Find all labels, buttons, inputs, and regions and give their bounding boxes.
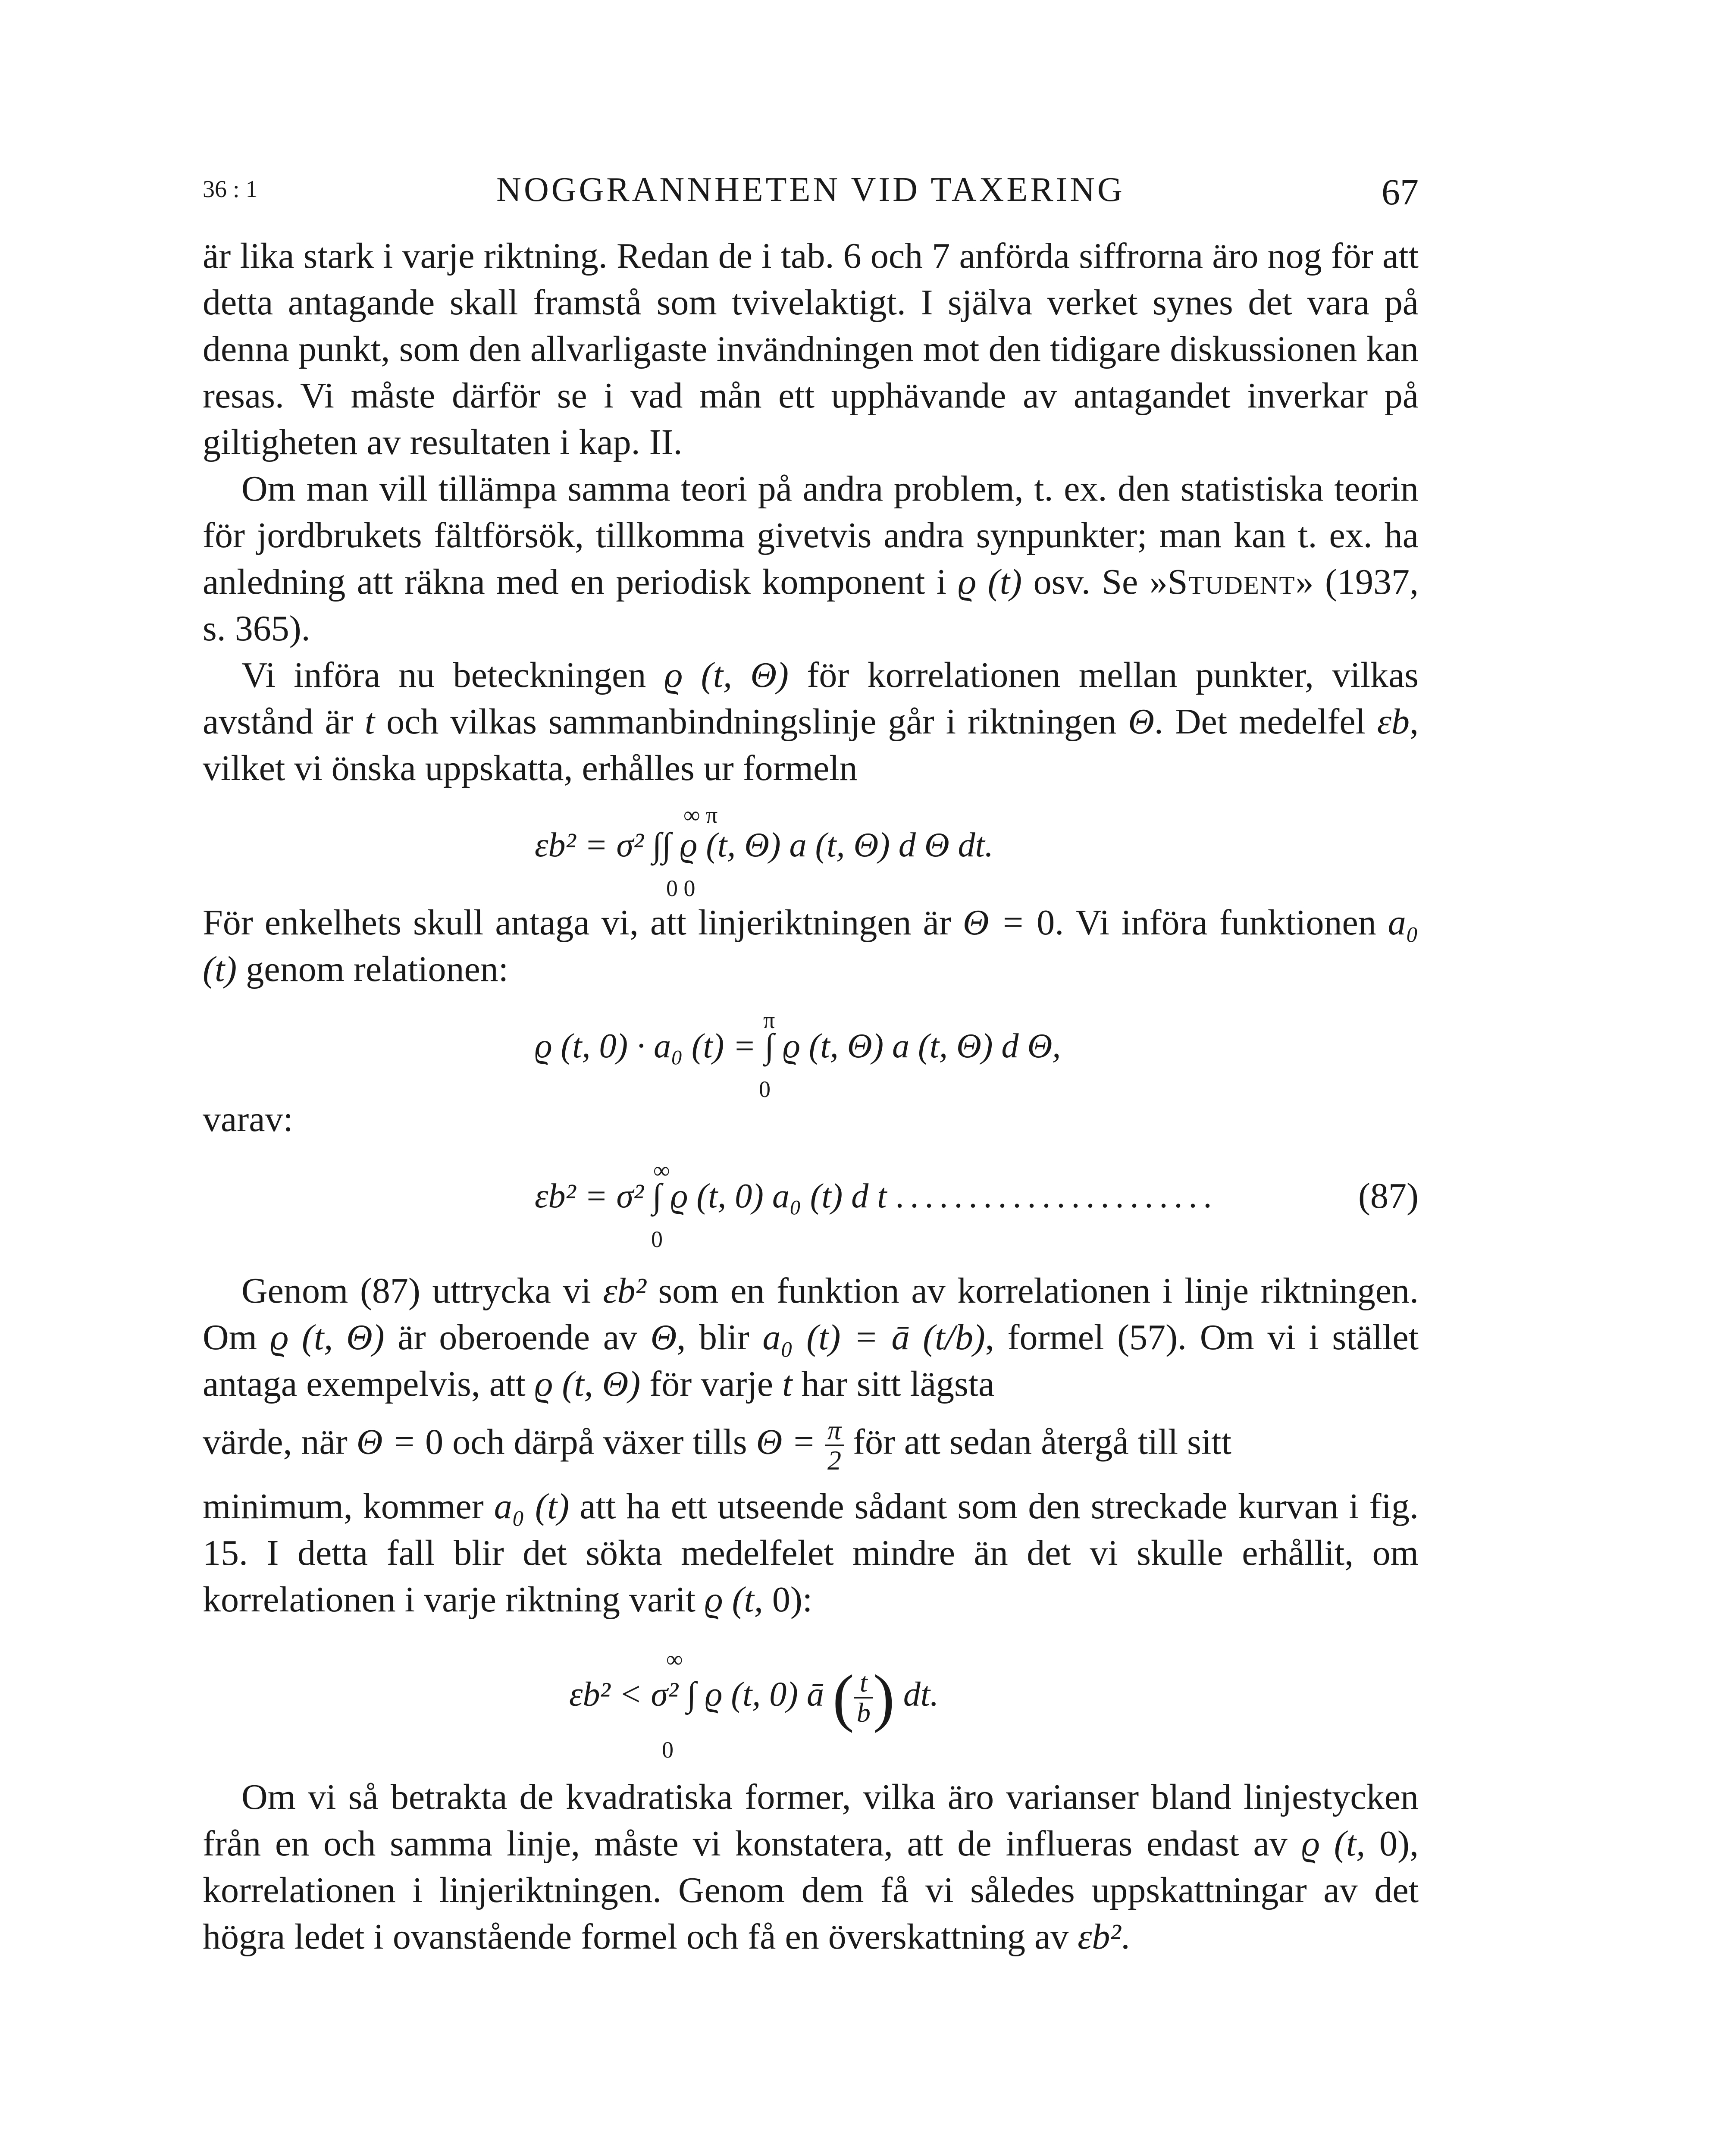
- formula-4-rhs: dt.: [903, 1675, 939, 1714]
- open-paren: (: [832, 1662, 854, 1733]
- p4-math-1: Θ =: [962, 903, 1037, 943]
- formula-4: [203, 1623, 1419, 1761]
- formula-1-upper-limits: ∞ π: [683, 802, 718, 828]
- paragraph-1: [203, 233, 1419, 466]
- paragraph-7: [203, 1483, 1419, 1623]
- p5-text-f: för varje: [640, 1364, 783, 1404]
- p2-math: ϱ (t): [958, 562, 1022, 602]
- p3-math-1: ϱ (t, Θ): [664, 655, 789, 695]
- paragraph-2: [203, 466, 1419, 652]
- paragraph-8: [203, 1774, 1419, 1960]
- fraction-t: t: [854, 1668, 873, 1698]
- p5-math-4: a₀ (t) = ā (t/b): [762, 1317, 985, 1357]
- p3-math-4: εb: [1377, 702, 1410, 742]
- paragraph-1-text: är lika stark i varje riktning. Redan de i tab. 6 och 7 anförda siffrorna äro nog för att detta antagande skall framstå som tvivelaktigt. I själva verket synes det vara på denna punkt, som den allvarligaste invändningen mot den tidigare diskussionen kan resas. Vi måste därför se i vad mån ett upphävande av antagandet inverkar på giltigheten av resultaten i kap. II.: [203, 236, 1419, 462]
- p2-text-b: osv. Se »: [1022, 562, 1168, 602]
- varav-line: [203, 1096, 1419, 1143]
- running-header: [203, 170, 1419, 218]
- formula-1-lower-limits: 0 0: [666, 875, 696, 901]
- formula-4-expression: [569, 1662, 939, 1733]
- p8-math-2: εb²: [1078, 1917, 1121, 1957]
- close-paren: ): [873, 1662, 895, 1733]
- p7-text-b: att ha ett utseende sådant som den streckade kurvan i fig. 15. I detta fall blir det sökta medelfelet mindre än det vi skulle erhållit, om korrelationen i varje riktning varit: [203, 1486, 1419, 1620]
- formula-3: [203, 1143, 1419, 1250]
- paragraph-4: [203, 899, 1419, 993]
- p5-math-2: ϱ (t, Θ): [270, 1317, 385, 1357]
- p4-text-b: 0. Vi införa funktionen: [1037, 903, 1388, 943]
- p8-text-b: 0), korrelationen i linjeriktningen. Genom dem få vi således uppskattningar av det högra ledet i ovanstående formel och få en överskattning av: [203, 1824, 1419, 1957]
- p8-text-a: Om vi så betrakta de kvadratiska former, vilka äro varianser bland linjestycken från en och samma linje, måste vi konstatera, att de influeras endast av: [203, 1777, 1419, 1864]
- fraction-numerator: π: [825, 1416, 844, 1446]
- p3-math-2: t: [364, 702, 375, 742]
- p8-text-c: .: [1121, 1917, 1130, 1957]
- p5-math-3: Θ: [650, 1317, 677, 1357]
- p6-text-b: 0 och därpå växer tills: [425, 1422, 756, 1462]
- p3-text-c: och vilkas sammanbindningslinje går i riktningen: [375, 702, 1128, 742]
- p7-math-2: ϱ (t,: [704, 1579, 772, 1620]
- p5-text-c: är oberoende av: [384, 1317, 651, 1357]
- p7-math-1: a₀ (t): [494, 1486, 570, 1526]
- p6-text-c: för att sedan återgå till sitt: [843, 1422, 1231, 1462]
- formula-1: [203, 792, 1419, 899]
- p3-math-3: Θ: [1128, 702, 1154, 742]
- formula-3-upper-limit: ∞: [653, 1157, 670, 1183]
- p4-text-a: För enkelhets skull antaga vi, att linjeriktningen är: [203, 903, 963, 943]
- formula-2: [203, 993, 1419, 1102]
- paragraph-3: [203, 652, 1419, 792]
- formula-1-expression: εb² = σ² ∫∫ ϱ (t, Θ) a (t, Θ) d Θ dt.: [535, 826, 993, 864]
- running-title: NOGGRANNHETEN VID TAXERING: [496, 171, 1125, 209]
- p5-text-g: har sitt lägsta: [792, 1364, 995, 1404]
- formula-4-lower-limit: 0: [662, 1737, 674, 1763]
- p5-math-1: εb²: [603, 1271, 646, 1311]
- p6-text-a: värde, när: [203, 1422, 357, 1462]
- p8-math-1: ϱ (t,: [1301, 1824, 1380, 1864]
- fraction-denominator: 2: [827, 1445, 841, 1476]
- pi-over-two-fraction: [825, 1416, 844, 1475]
- p3-text-d: . Det medelfel: [1154, 702, 1377, 742]
- formula-3-leader-dots: ......................: [895, 1177, 1218, 1215]
- equation-number: (87): [1358, 1176, 1419, 1216]
- formula-3-expression: [535, 1173, 1218, 1219]
- paragraph-6: [203, 1416, 1419, 1475]
- formula-2-lower-limit: 0: [759, 1076, 771, 1102]
- p5-text-d: , blir: [677, 1317, 763, 1357]
- p5-text-b: som en funktion av korrelationen i linje riktningen. Om: [203, 1271, 1419, 1357]
- p2-author: Student: [1167, 562, 1296, 602]
- formula-2-upper-limit: π: [763, 1007, 775, 1033]
- p5-text-a: Genom (87) uttrycka vi: [241, 1271, 603, 1311]
- p7-text-a: minimum, kommer: [203, 1486, 494, 1526]
- t-over-b-fraction: [854, 1668, 873, 1727]
- varav-label: varav:: [203, 1099, 293, 1139]
- p5-math-5: ϱ (t, Θ): [534, 1364, 641, 1404]
- p2-text-c: » (1937, s. 365).: [203, 562, 1419, 649]
- p3-text-a: Vi införa nu beteckningen: [241, 655, 664, 695]
- p6-math-2: Θ =: [756, 1422, 825, 1462]
- p5-text-e: , formel (57). Om vi i stället antaga exempelvis, att: [203, 1317, 1419, 1404]
- p4-text-c: genom relationen:: [237, 949, 509, 989]
- p6-math-1: Θ =: [356, 1422, 426, 1462]
- fraction-b: b: [856, 1697, 871, 1728]
- body-text: [203, 233, 1419, 1960]
- formula-4-upper-limit: ∞: [666, 1646, 683, 1672]
- p4-math-2: a₀ (t): [203, 903, 1419, 989]
- p3-text-b: för korrelationen mellan punkter, vilkas avstånd är: [203, 655, 1419, 742]
- formula-2-expression: ϱ (t, 0) · a₀ (t) = ∫ ϱ (t, Θ) a (t, Θ) d Θ,: [535, 1027, 1061, 1065]
- p3-text-e: , vilket vi önska uppskatta, erhålles ur formeln: [203, 702, 1419, 788]
- p5-math-6: t: [782, 1364, 793, 1404]
- formula-3-lower-limit: 0: [651, 1226, 663, 1252]
- section-marker: 36 : 1: [203, 176, 258, 203]
- p7-text-c: 0):: [772, 1579, 813, 1620]
- formula-3-body: εb² = σ² ∫ ϱ (t, 0) a₀ (t) d t: [535, 1177, 887, 1215]
- p2-text-a: Om man vill tillämpa samma teori på andra problem, t. ex. den statistiska teorin för jordbrukets fältförsök, tillkomma givetvis andra synpunkter; man kan t. ex. ha anledning att räkna med en periodisk komponent i: [203, 469, 1419, 602]
- formula-4-lhs: εb² < σ² ∫ ϱ (t, 0) ā: [569, 1675, 824, 1714]
- page-number: 67: [1382, 171, 1419, 213]
- paragraph-5: [203, 1268, 1419, 1407]
